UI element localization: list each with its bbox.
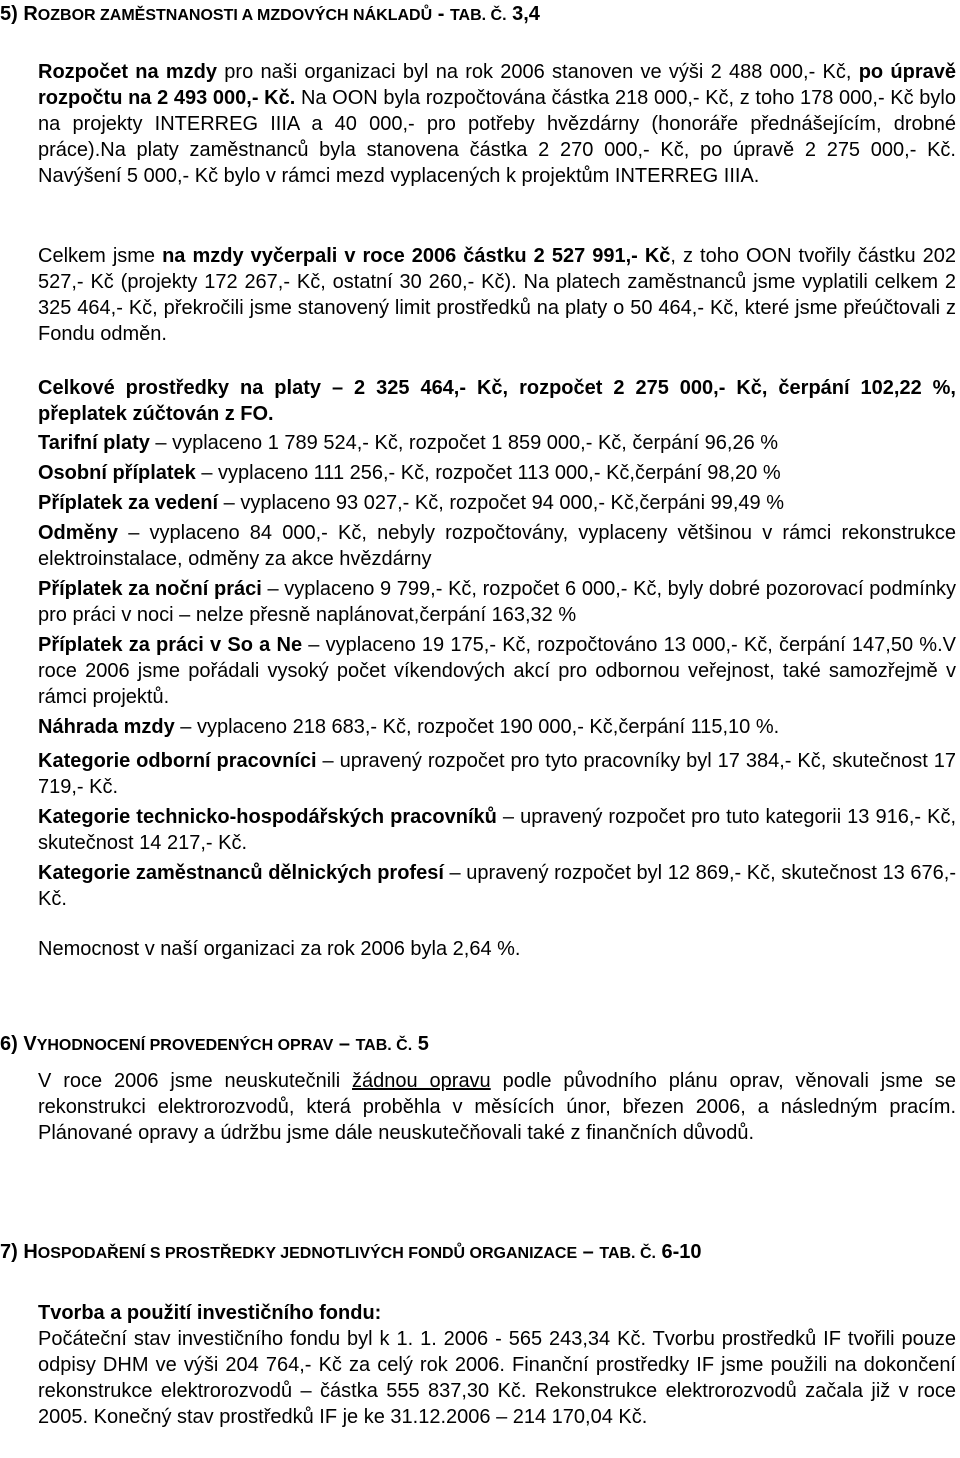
item-value: – vyplaceno 1 789 524,- Kč, rozpočet 1 859 000,- Kč, čerpání 96,26 %	[149, 432, 779, 454]
spending-intro: Celkem jsme	[38, 245, 163, 267]
category-value: – upravený rozpočet pro tyto pracovníky byl 17 384,- Kč, skutečnost 17 719,- Kč.	[38, 750, 956, 798]
salary-items	[38, 430, 956, 740]
categories	[38, 748, 956, 912]
item-value: – vyplaceno 111 256,- Kč, rozpočet 113 000,- Kč,čerpání 98,20 %	[195, 462, 781, 484]
budget-paragraph	[38, 59, 956, 189]
category-label: Kategorie technicko-hospodářských pracovníků	[38, 806, 497, 828]
repairs-none: žádnou opravu	[352, 1070, 491, 1092]
heading-text: YHODNOCENÍ PROVEDENÝCH OPRAV	[36, 1037, 334, 1054]
category-item	[38, 860, 956, 912]
budget-label: Rozpočet na mzdy	[38, 61, 218, 83]
category-label: Kategorie zaměstnanců dělnických profesí	[38, 862, 444, 884]
heading-sep: -	[432, 3, 450, 25]
heading-table-num: 5	[412, 1033, 429, 1055]
item-value: – vyplaceno 9 799,- Kč, rozpočet 6 000,- Kč, byly dobré pozorovací podmínky pro práci v noci – nelze přesně naplánovat,čerpání 163,32 %	[38, 578, 956, 626]
list-item	[38, 460, 956, 486]
heading-initial: H	[23, 1241, 38, 1263]
list-item	[38, 520, 956, 572]
fund-paragraph: Počáteční stav investičního fondu byl k 1. 1. 2006 - 565 243,34 Kč. Tvorbu prostředků IF tvořili pouze odpisy DHM ve výši 204 764,- Kč za celý rok 2006. Finanční prostředky IF jsme použili na dokončení rekonstrukce elektrorozvodů – částka 555 837,30 Kč. Rekonstrukce elektrorozvodů začala již v roce 2005. Konečný stav prostředků IF je ke 31.12.2006 – 214 170,04 Kč.	[38, 1328, 956, 1428]
item-value: – vyplaceno 84 000,- Kč, nebyly rozpočtovány, vyplaceny většinou v rámci rekonstrukce elektroinstalace, odměny za akce hvězdárny	[38, 522, 956, 570]
item-label: Příplatek za noční práci	[38, 578, 262, 600]
category-item	[38, 804, 956, 856]
heading-table-num: 6-10	[655, 1241, 702, 1263]
item-label: Příplatek za vedení	[38, 492, 219, 514]
category-value: – upravený rozpočet pro tuto kategorii 13 916,- Kč, skutečnost 14 217,- Kč.	[38, 806, 956, 854]
item-label: Příplatek za práci v So a Ne	[38, 634, 303, 656]
repairs-details: podle původního plánu oprav, věnovali jsme se rekonstrukci elektrorozvodů, která proběhla v měsících únor, březen 2006, a následným pracím. Plánované opravy a údržbu jsme dále neuskutečňovali také z finančních důvodů.	[38, 1070, 957, 1144]
list-item	[38, 430, 956, 456]
spending-details: , z toho OON tvořily částku 202 527,- Kč (projekty 172 267,- Kč, ostatní 30 260,- Kč). Na platech zaměstnanců jsme vyplatili celkem 2 325 464,- Kč, překročili jsme stanovený limit prostředků na platy o 50 464,- Kč, které jsme přeúčtovali z Fondu odměn.	[38, 245, 956, 345]
spending-total: na mzdy vyčerpali v roce 2006 částku 2 527 991,- Kč	[162, 245, 671, 267]
section-7-heading	[0, 1240, 918, 1266]
item-label: Odměny	[38, 522, 119, 544]
heading-initial: R	[23, 3, 38, 25]
repairs-intro: V roce 2006 jsme neuskutečnili	[38, 1070, 353, 1092]
repairs-paragraph	[38, 1068, 956, 1146]
list-item	[38, 576, 956, 628]
heading-text: OSPODAŘENÍ S PROSTŘEDKY JEDNOTLIVÝCH FONDŮ ORGANIZACE	[37, 1245, 578, 1262]
list-item	[38, 714, 956, 740]
heading-initial: V	[23, 1033, 37, 1055]
section-number: 5)	[0, 3, 24, 25]
sickness-rate: Nemocnost v naší organizaci za rok 2006 byla 2,64 %.	[38, 938, 521, 960]
item-value: – vyplaceno 19 175,- Kč, rozpočtováno 13 000,- Kč, čerpání 147,50 %.V roce 2006 jsme pořádali vysoký počet víkendových akcí pro odbornou veřejnost, také samozřejmě v rámci projektů.	[38, 634, 956, 708]
section-5-heading	[0, 2, 918, 28]
list-item	[38, 632, 956, 710]
category-value: – upravený rozpočet byl 12 869,- Kč, skutečnost 13 676,- Kč.	[38, 862, 957, 910]
oon-text: Na OON byla rozpočtována částka 218 000,- Kč, z toho 178 000,- Kč bylo na projekty INTERREG IIIA a 40 000,- pro potřeby hvězdárny (honoráře přednášejícím, drobné práce).	[38, 87, 956, 161]
heading-table-ref: TAB. Č.	[355, 1037, 413, 1054]
salary-text: Na platy zaměstnanců byla stanovena částka 2 270 000,- Kč, po úpravě 2 275 000,- Kč. Navýšení 5 000,- Kč bylo v rámci mezd vyplacených k projektům INTERREG IIIA.	[38, 139, 956, 187]
item-value: – vyplaceno 93 027,- Kč, rozpočet 94 000,- Kč,čerpáni 99,49 %	[218, 492, 784, 514]
heading-text: OZBOR ZAMĚSTNANOSTI A MZDOVÝCH NÁKLADŮ	[37, 7, 433, 24]
salary-summary: Celkové prostředky na platy – 2 325 464,- Kč, rozpočet 2 275 000,- Kč, čerpání 102,22 %, přeplatek zúčtován z FO.	[38, 377, 956, 425]
item-label: Náhrada mzdy	[38, 716, 175, 738]
section-6-heading	[0, 1032, 918, 1058]
spending-paragraph	[38, 243, 956, 347]
section-number: 6)	[0, 1033, 24, 1055]
heading-sep: –	[333, 1033, 356, 1055]
budget-text: pro naši organizaci byl na rok 2006 stanoven ve výši 2 488 000,- Kč,	[217, 61, 859, 83]
list-item	[38, 490, 956, 516]
section-number: 7)	[0, 1241, 24, 1263]
item-value: – vyplaceno 218 683,- Kč, rozpočet 190 000,- Kč,čerpání 115,10 %.	[174, 716, 780, 738]
item-label: Osobní příplatek	[38, 462, 196, 484]
heading-table-num: 3,4	[506, 3, 540, 25]
fund-title: Tvorba a použití investičního fondu:	[38, 1302, 382, 1324]
heading-table-ref: TAB. Č.	[449, 7, 507, 24]
heading-table-ref: TAB. Č.	[599, 1245, 656, 1262]
item-label: Tarifní platy	[38, 432, 150, 454]
category-label: Kategorie odborní pracovníci	[38, 750, 317, 772]
budget-adjusted: po úpravě rozpočtu na 2 493 000,- Kč.	[38, 61, 956, 109]
heading-sep: –	[577, 1241, 600, 1263]
category-item	[38, 748, 956, 800]
